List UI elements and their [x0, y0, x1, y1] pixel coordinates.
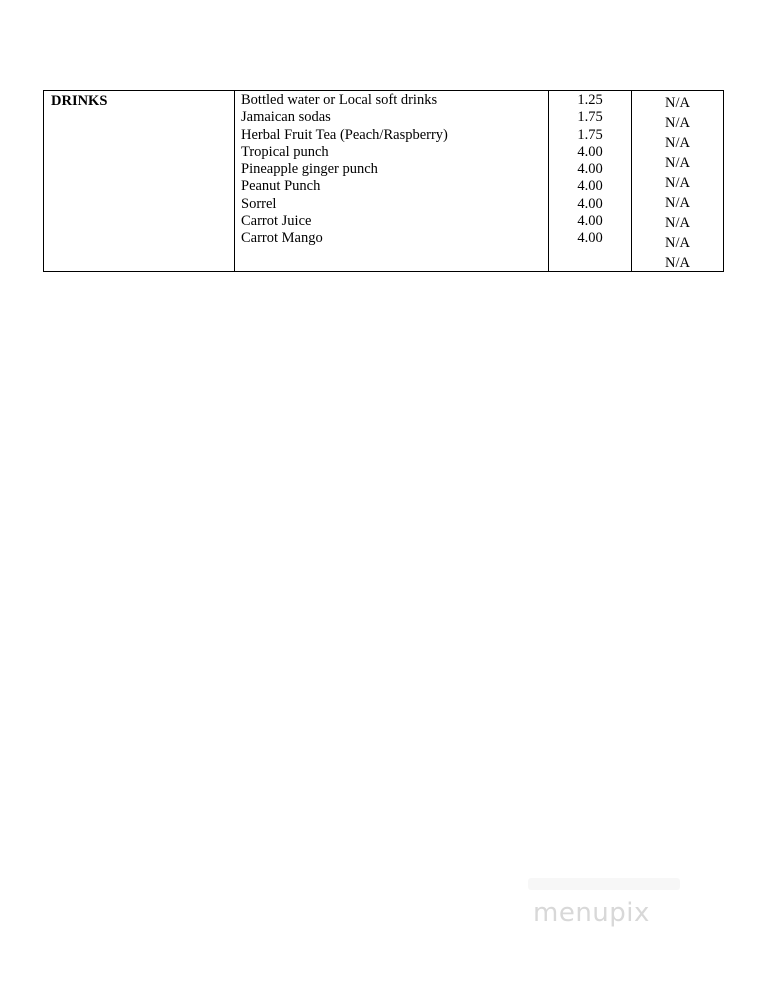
- alt-price-column: [632, 91, 723, 271]
- price-list: [549, 92, 631, 248]
- alt-price-list: [632, 93, 723, 273]
- item-name: Herbal Fruit Tea (Peach/Raspberry): [241, 126, 448, 143]
- item-name: Carrot Mango: [241, 230, 323, 247]
- item-price: 1.75: [577, 126, 603, 143]
- category-column: [44, 91, 235, 271]
- drinks-menu-table: [43, 90, 724, 272]
- item-alt-price: N/A: [665, 155, 690, 171]
- item-name: Bottled water or Local soft drinks: [241, 92, 438, 108]
- item-name: Peanut Punch: [241, 178, 321, 195]
- item-name: Sorrel: [241, 195, 277, 212]
- item-price: 4.00: [577, 178, 603, 195]
- item-alt-price: N/A: [665, 115, 690, 131]
- item-name: Pineapple ginger punch: [241, 161, 378, 178]
- item-alt-price: N/A: [665, 195, 690, 211]
- item-name: Jamaican sodas: [241, 109, 331, 126]
- item-name: Carrot Juice: [241, 213, 312, 230]
- item-price: 4.00: [577, 230, 603, 247]
- item-alt-price: N/A: [665, 215, 690, 231]
- item-name: Tropical punch: [241, 143, 329, 160]
- item-price: 4.00: [577, 213, 603, 230]
- item-alt-price: N/A: [665, 175, 690, 191]
- item-name-list: [241, 92, 448, 248]
- item-alt-price: N/A: [665, 235, 690, 251]
- item-price: 4.00: [577, 143, 603, 160]
- item-price: 1.25: [577, 92, 603, 108]
- item-price: 1.75: [577, 109, 603, 126]
- watermark-logo: menupix: [533, 898, 650, 928]
- item-name-column: [235, 91, 549, 271]
- item-alt-price: N/A: [665, 135, 690, 151]
- price-column: [549, 91, 632, 271]
- category-label: DRINKS: [51, 93, 108, 109]
- item-price: 4.00: [577, 161, 603, 178]
- item-price: 4.00: [577, 195, 603, 212]
- item-alt-price: N/A: [665, 95, 690, 111]
- watermark-faint-band: [528, 878, 680, 890]
- item-alt-price: N/A: [665, 255, 690, 271]
